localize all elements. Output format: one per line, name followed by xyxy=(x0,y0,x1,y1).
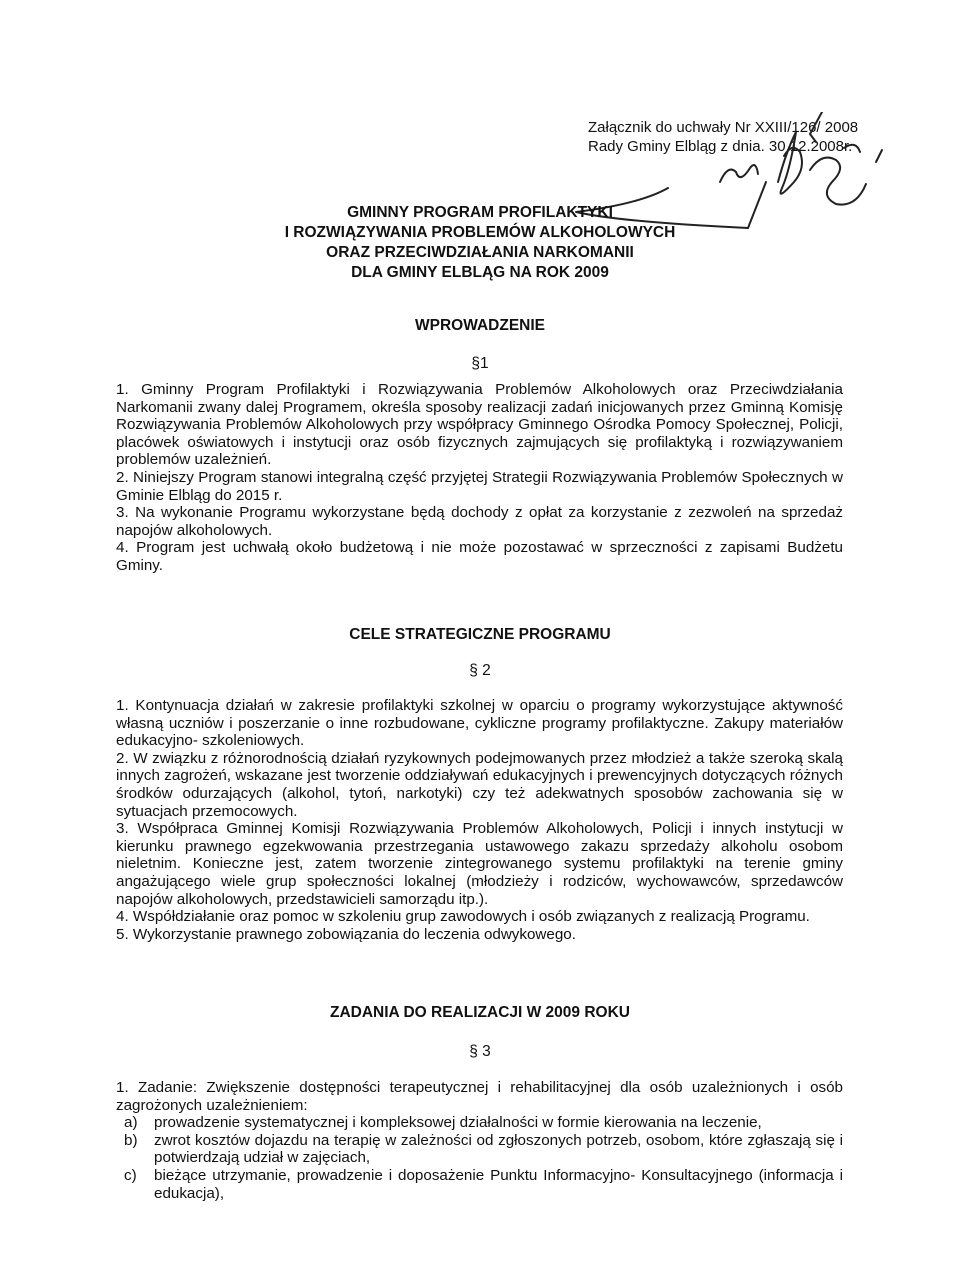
goals-paragraph-5: 5. Wykorzystanie prawnego zobowiązania do leczenia odwykowego. xyxy=(116,925,576,943)
intro-paragraph-3: 3. Na wykonanie Programu wykorzystane będą dochody z opłat za korzystanie z zezwoleń na sprzedaż napojów alkoholowych. xyxy=(116,504,843,539)
goals-paragraph-4: 4. Współdziałanie oraz pomoc w szkoleniu grup zawodowych i osób związanych z realizacją Programu. xyxy=(116,908,810,926)
document-title xyxy=(0,203,960,283)
intro-paragraph-4: 4. Program jest uchwałą około budżetową i nie może pozostawać w sprzeczności z zapisami Budżetu Gminy. xyxy=(116,539,843,574)
intro-paragraph-2: 2. Niniejszy Program stanowi integralną część przyjętej Strategii Rozwiązywania Problemów Społecznych w Gminie Elbląg do 2015 r. xyxy=(116,468,843,504)
intro-heading: WPROWADZENIE xyxy=(414,317,546,334)
goals-paragraph-3: 3. Współpraca Gminnej Komisji Rozwiązywania Problemów Alkoholowych, Policji i innych instytucji w kierunku prawnego egzekwowania przestrzegania ustawowego zakazu sprzedaży alkoholu osobom nieletnim. Konieczne jest, zatem tworzenie zintegrowanego systemu profilaktyki na terenie gminy angażującego wiele grup społeczności lokalnej (młodzieży i rodziców, wychowawców, sprzedawców napojów alkoholowych, przedstawicieli samorządu itp.). xyxy=(116,820,843,908)
tasks-body xyxy=(116,1079,843,1202)
goals-body xyxy=(116,697,843,943)
attachment-line-1: Załącznik do uchwały Nr XXIII/126/ 2008 xyxy=(588,119,859,136)
title-line-2: I ROZWIĄZYWANIA PROBLEMÓW ALKOHOLOWYCH xyxy=(284,224,676,241)
intro-body xyxy=(116,381,843,575)
list-item xyxy=(116,1114,843,1132)
list-item-text: prowadzenie systematycznej i kompleksowej działalności w formie kierowania na leczenie, xyxy=(154,1114,762,1132)
attachment-line-2: Rady Gminy Elbląg z dnia. 30.12.2008r. xyxy=(588,138,853,155)
title-line-4: DLA GMINY ELBLĄG NA ROK 2009 xyxy=(351,264,609,281)
list-item-text: bieżące utrzymanie, prowadzenie i doposażenie Punktu Informacyjno- Konsultacyjnego (informacja i edukacja), xyxy=(154,1166,843,1202)
list-item-label: c) xyxy=(124,1166,137,1184)
list-item-label: b) xyxy=(124,1131,138,1149)
list-item-label: a) xyxy=(124,1114,138,1132)
title-line-1: GMINNY PROGRAM PROFILAKTYKI xyxy=(347,204,613,221)
goals-heading: CELE STRATEGICZNE PROGRAMU xyxy=(349,626,611,643)
tasks-heading: ZADANIA DO REALIZACJI W 2009 ROKU xyxy=(330,1004,630,1021)
intro-section-mark: §1 xyxy=(471,355,489,372)
intro-paragraph-1: 1. Gminny Program Profilaktyki i Rozwiązywania Problemów Alkoholowych oraz Przeciwdziałania Narkomanii zwany dalej Programem, określa sposoby realizacji zadań inicjowanych przez Gminną Komisję Rozwiązywania Problemów Alkoholowych przy współpracy Gminnego Ośrodka Pomocy Społecznej, Policji, placówek oświatowych i instytucji oraz osób fizycznych zajmujących się profilaktyką i rozwiązywaniem problemów uzależnień. xyxy=(116,381,843,469)
goals-section-mark: § 2 xyxy=(469,662,491,679)
goals-paragraph-2: 2. W związku z różnorodnością działań ryzykownych podejmowanych przez młodzież a także szeroką skalą innych zagrożeń, wskazane jest tworzenie oddziaływań edukacyjnych i prewencyjnych dotyczących różnych środków odurzających (alkohol, tytoń, narkotyki) czy też adekwatnych sposobów zachowania się w sytuacjach przemocowych. xyxy=(116,749,843,820)
goals-paragraph-1: 1. Kontynuacja działań w zakresie profilaktyki szkolnej w oparciu o programy wykorzystujące aktywność własną uczniów i poszerzanie o inne rozbudowane, cykliczne programy profilaktyczne. Zakupy materiałów edukacyjno- szkoleniowych. xyxy=(116,697,843,750)
tasks-list xyxy=(116,1114,843,1202)
list-item-text: zwrot kosztów dojazdu na terapię w zależności od zgłoszonych potrzeb, osobom, które zgłaszają się i potwierdzają udział w zajęciach, xyxy=(154,1131,843,1167)
list-item xyxy=(116,1167,843,1202)
tasks-intro: 1. Zadanie: Zwiększenie dostępności terapeutycznej i rehabilitacyjnej dla osób uzależnionych i osób zagrożonych uzależnieniem: xyxy=(116,1079,843,1114)
list-item xyxy=(116,1132,843,1167)
title-line-3: ORAZ PRZECIWDZIAŁANIA NARKOMANII xyxy=(326,244,634,261)
tasks-section-mark: § 3 xyxy=(469,1043,491,1060)
